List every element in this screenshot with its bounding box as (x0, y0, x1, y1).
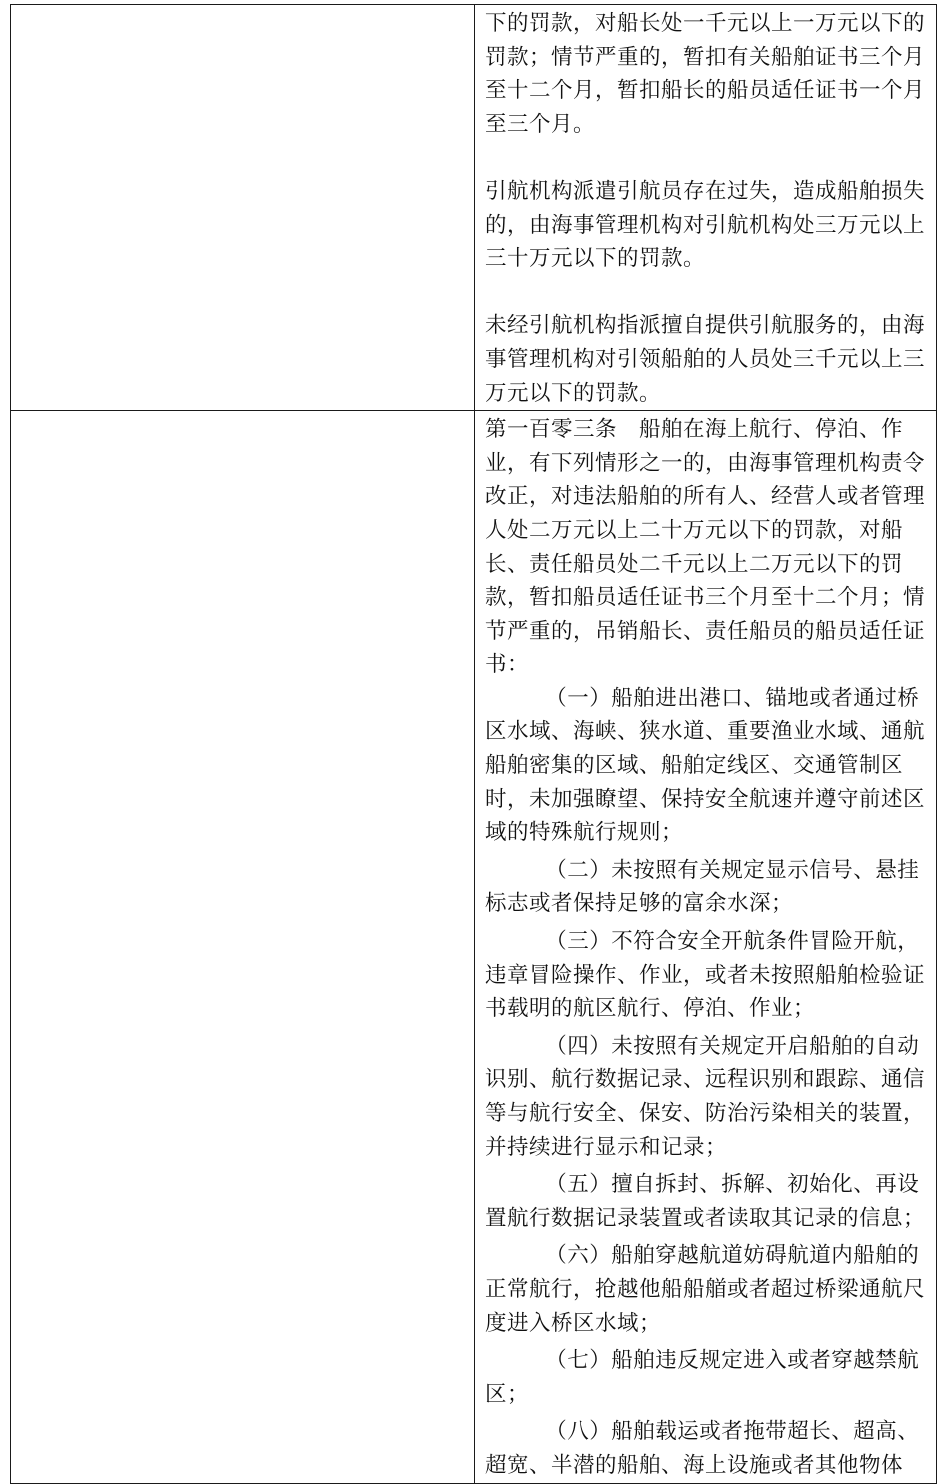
pilotage-negligence-paragraph: 引航机构派遣引航员存在过失，造成船舶损失的，由海事管理机构对引航机构处三万元以上三十万元以下的罚款。 (485, 178, 926, 272)
left-column-cell (11, 5, 475, 411)
article-item-5: （五）擅自拆封、拆解、初始化、再设置航行数据记录装置或者读取其记录的信息； (485, 1172, 926, 1231)
right-column-cell (475, 411, 937, 1483)
article-item-7: （七）船舶违反规定进入或者穿越禁航区； (485, 1348, 920, 1407)
table-row (11, 411, 937, 1483)
article-item-2: （二）未按照有关规定显示信号、悬挂标志或者保持足够的富余水深； (485, 857, 920, 917)
left-cell-text (11, 411, 474, 413)
table-row (11, 5, 937, 411)
article-item-3: （三）不符合安全开航条件冒险开航，违章冒险操作、作业，或者未按照船舶检验证书载明的航区航行、停泊、作业； (485, 929, 926, 1022)
article-103-intro: 第一百零三条 船舶在海上航行、停泊、作业，有下列情形之一的，由海事管理机构责令改正，对违法船舶的所有人、经营人或者管理人处二万元以上二十万元以下的罚款，对船长、责任船员处二千元以上二万元以下的罚款，暂扣船员适任证书三个月至十二个月；情节严重的，吊销船长、责任船员的船员适任证书： (485, 417, 926, 678)
article-item-1: （一）船舶进出港口、锚地或者通过桥区水域、海峡、狭水道、重要渔业水域、通航船舶密集的区域、船舶定线区、交通管制区时，未加强瞭望、保持安全航速并遵守前述区域的特殊航行规则； (485, 685, 926, 846)
article-item-6: （六）船舶穿越航道妨碍航道内船舶的正常航行，抢越他船船艏或者超过桥梁通航尺度进入桥区水域； (485, 1243, 926, 1336)
unauthorized-pilotage-paragraph: 未经引航机构指派擅自提供引航服务的，由海事管理机构对引领船舶的人员处三千元以上三万元以下的罚款。 (485, 313, 926, 406)
article-item-8: （八）船舶载运或者拖带超长、超高、超宽、半潜的船舶、海上设施或者其他物体 (485, 1419, 920, 1478)
right-column-cell (475, 5, 937, 411)
comparison-table (10, 4, 937, 1484)
left-column-cell (11, 411, 475, 1483)
left-cell-text (11, 5, 474, 7)
penalty-paragraph: 下的罚款，对船长处一千元以上一万元以下的罚款；情节严重的，暂扣有关船舶证书三个月至十二个月，暂扣船长的船员适任证书一个月至三个月。 (485, 11, 926, 137)
article-item-4: （四）未按照有关规定开启船舶的自动识别、航行数据记录、远程识别和跟踪、通信等与航行安全、保安、防治污染相关的装置，并持续进行显示和记录； (485, 1033, 926, 1160)
